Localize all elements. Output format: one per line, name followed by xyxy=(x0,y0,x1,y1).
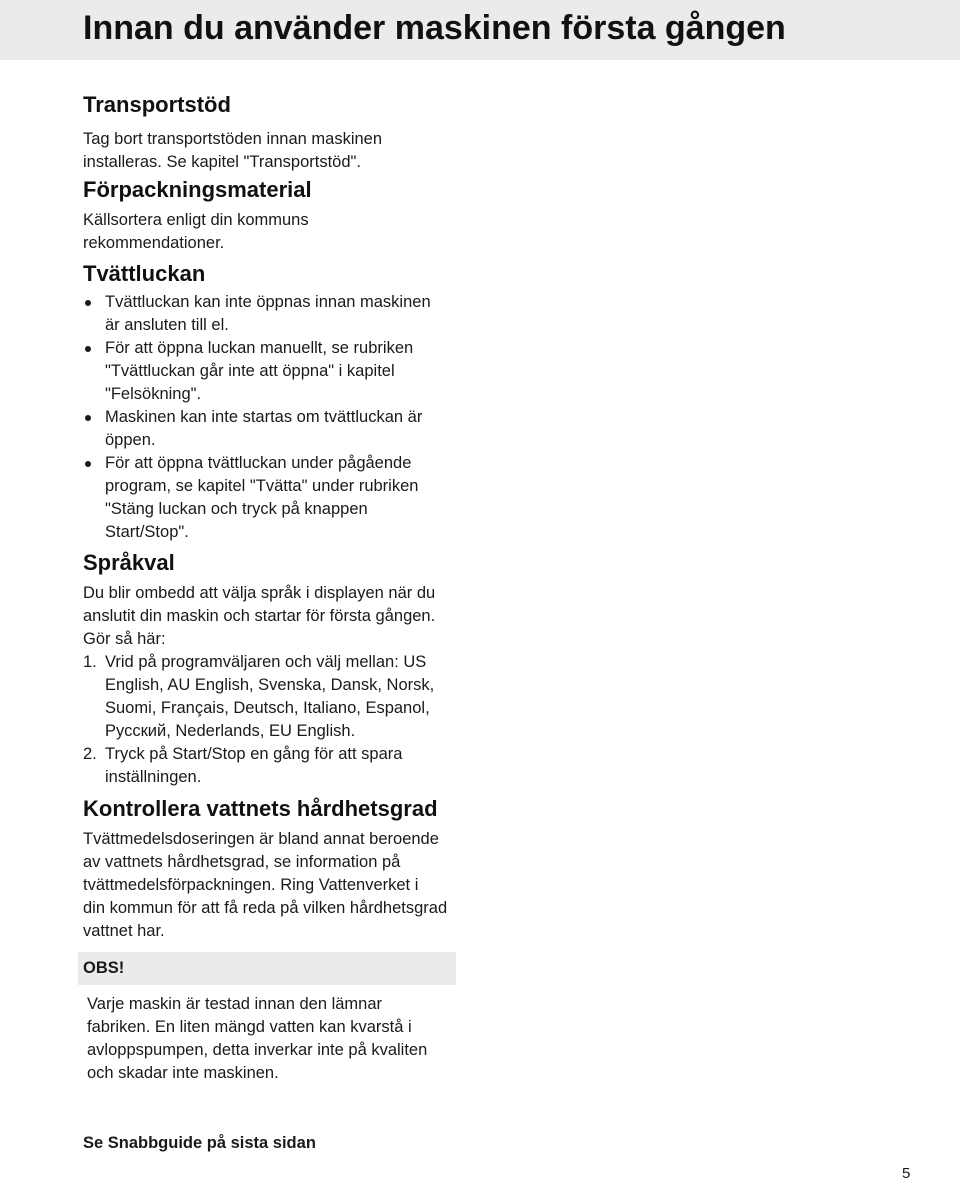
language-step-list xyxy=(83,651,463,789)
text-line: För att öppna tvättluckan under pågående xyxy=(105,454,412,472)
text-line: vattnet har. xyxy=(83,922,165,940)
heading-hardness: Kontrollera vattnets hårdhetsgrad xyxy=(83,796,438,821)
list-item xyxy=(83,452,463,544)
page-title: Innan du använder maskinen första gången xyxy=(83,9,786,47)
text-line: Русский, Nederlands, EU English. xyxy=(105,722,356,740)
list-item xyxy=(83,743,463,789)
section-transport xyxy=(83,92,463,174)
text-line: öppen. xyxy=(105,431,156,449)
text-line: Vrid på programväljaren och välj mellan: US xyxy=(105,653,427,671)
heading-packaging: Förpackningsmaterial xyxy=(83,177,312,202)
text-line: "Stäng luckan och tryck på knappen xyxy=(105,500,368,518)
text-line: tvättmedelsförpackningen. Ring Vattenverket i xyxy=(83,876,419,894)
text-line: Tvättluckan kan inte öppnas innan maskinen xyxy=(105,293,431,311)
text-line: Tag bort transportstöden innan maskinen xyxy=(83,130,383,148)
text-line: "Felsökning". xyxy=(105,385,202,403)
text-line: installeras. Se kapitel "Transportstöd". xyxy=(83,153,361,171)
heading-door: Tvättluckan xyxy=(83,261,206,286)
text-line: anslutit din maskin och startar för första gången. xyxy=(83,607,436,625)
text-line: Varje maskin är testad innan den lämnar xyxy=(87,995,383,1013)
section-door xyxy=(83,261,463,544)
text-line: program, se kapitel "Tvätta" under rubriken xyxy=(105,477,419,495)
text-line: avloppspumpen, detta inverkar inte på kvaliten xyxy=(87,1041,428,1059)
text-line: är ansluten till el. xyxy=(105,316,229,334)
list-item xyxy=(83,406,463,452)
text-line: "Tvättluckan går inte att öppna" i kapitel xyxy=(105,362,395,380)
note-label: OBS! xyxy=(83,959,125,977)
footer-note: Se Snabbguide på sista sidan xyxy=(83,1134,316,1152)
text-line: Tvättmedelsdoseringen är bland annat beroende xyxy=(83,830,439,848)
list-item xyxy=(83,651,463,743)
text-line: Tryck på Start/Stop en gång för att spara xyxy=(105,745,403,763)
text-line: För att öppna luckan manuellt, se rubriken xyxy=(105,339,414,357)
text-line: rekommendationer. xyxy=(83,234,225,252)
text-line: fabriken. En liten mängd vatten kan kvarstå i xyxy=(87,1018,412,1036)
text-line: Källsortera enligt din kommuns xyxy=(83,211,309,229)
list-item xyxy=(83,291,463,337)
step-number: 1. xyxy=(83,653,97,671)
text-line: Suomi, Français, Deutsch, Italiano, Espanol, xyxy=(105,699,430,717)
heading-language: Språkval xyxy=(83,550,175,575)
heading-transport: Transportstöd xyxy=(83,92,231,117)
note-body xyxy=(87,993,467,1085)
section-hardness xyxy=(83,796,473,943)
text-line: Maskinen kan inte startas om tvättluckan är xyxy=(105,408,423,426)
section-packaging xyxy=(83,177,463,255)
door-bullet-list xyxy=(83,291,463,544)
step-number: 2. xyxy=(83,745,97,763)
list-item xyxy=(83,337,463,406)
text-line: Du blir ombedd att välja språk i displayen när du xyxy=(83,584,436,602)
text-line: Gör så här: xyxy=(83,630,166,648)
text-line: av vattnets hårdhetsgrad, se information på xyxy=(83,853,401,871)
text-line: English, AU English, Svenska, Dansk, Norsk, xyxy=(105,676,435,694)
text-line: Start/Stop". xyxy=(105,523,189,541)
text-line: och skadar inte maskinen. xyxy=(87,1064,279,1082)
section-language xyxy=(83,550,463,789)
text-line: din kommun för att få reda på vilken hårdhetsgrad xyxy=(83,899,448,917)
note-header-bar xyxy=(78,952,456,985)
page-number: 5 xyxy=(902,1165,911,1182)
text-line: inställningen. xyxy=(105,768,202,786)
